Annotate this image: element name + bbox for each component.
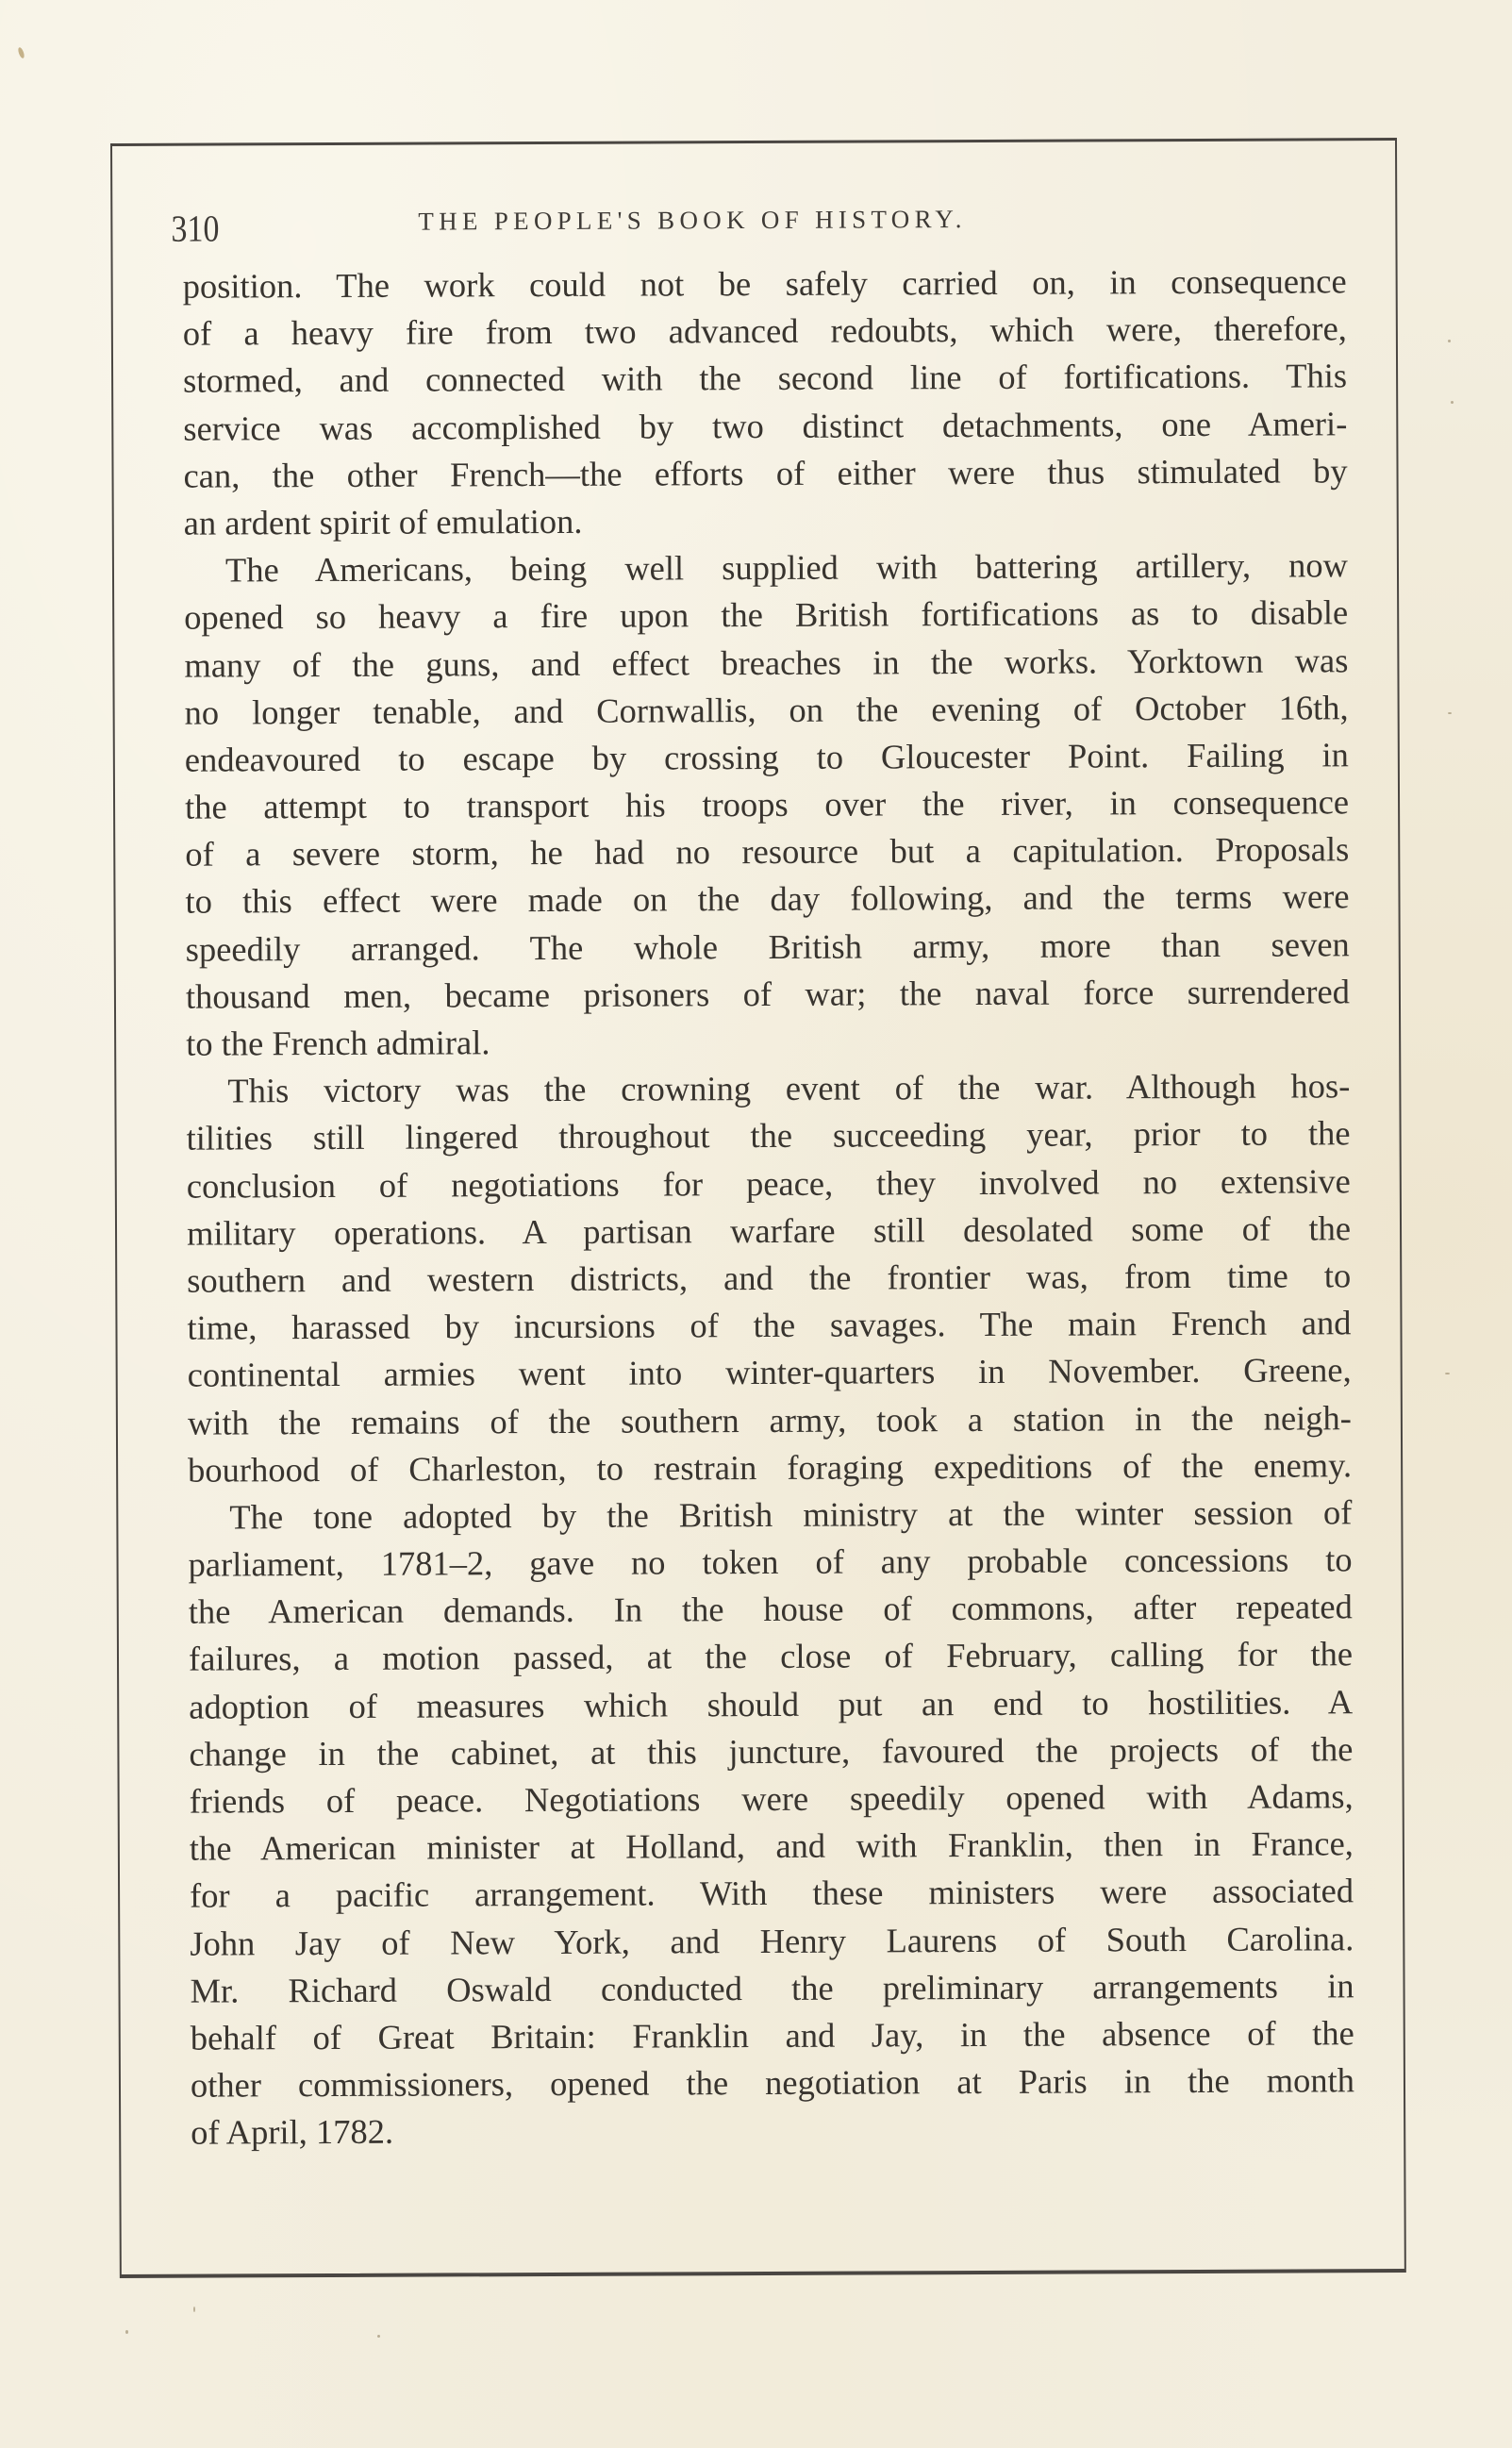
running-head (171, 197, 1340, 249)
text-line: adoption of measures which should put an end to hostilities. A (189, 1681, 1354, 1726)
paragraph (184, 541, 1350, 1067)
text-line: service was accomplished by two distinct detachments, one Ameri- (183, 403, 1348, 448)
text-line: The tone adopted by the British ministry at the winter session of (229, 1492, 1353, 1537)
text-line: for a pacific arrangement. With these ministers were associated (190, 1871, 1354, 1916)
text-line: behalf of Great Britain: Franklin and Jay, in the absence of the (190, 2013, 1354, 2057)
page-border-frame (110, 139, 1406, 2278)
text-line: with the remains of the southern army, took a station in the neigh- (187, 1397, 1352, 1442)
frame-top-rule (110, 138, 1397, 145)
text-line: the attempt to transport his troops over the river, in consequence (184, 782, 1350, 826)
text-line: to the French admiral. (186, 1023, 490, 1063)
text-line: to this effect were made on the day following, and the terms were (185, 876, 1350, 922)
text-line: the American minister at Holland, and with Franklin, then in France, (189, 1824, 1354, 1868)
text-line: of a heavy fire from two advanced redoubts, which were, therefore, (182, 308, 1347, 353)
text-line: military operations. A partisan warfare still desolated some of the (186, 1208, 1352, 1253)
text-line: time, harassed by incursions of the savages. The main French and (187, 1303, 1352, 1347)
text-line: the American demands. In the house of commons, after repeated (188, 1587, 1353, 1631)
text-line: parliament, 1781–2, gave no token of any probable concessions to (188, 1540, 1353, 1584)
text-line: many of the guns, and effect breaches in the works. Yorktown was (184, 640, 1349, 685)
paper-speck (193, 2306, 195, 2312)
text-line: an ardent spirit of emulation. (183, 501, 583, 542)
text-line: no longer tenable, and Cornwallis, on the evening of October 16th, (184, 687, 1349, 732)
paragraph (186, 1062, 1352, 1493)
running-head-title: THE PEOPLE'S BOOK OF HISTORY. (418, 205, 967, 236)
text-line: of April, 1782. (191, 2112, 394, 2152)
page-number: 310 (171, 207, 220, 250)
text-line: This victory was the crowning event of the war. Although hos- (227, 1066, 1351, 1110)
paper-speck (17, 47, 25, 59)
text-line: can, the other French—the efforts of either were thus stimulated by (183, 451, 1348, 495)
paper-speck (1451, 401, 1454, 404)
text-line: change in the cabinet, at this juncture, favoured the projects of the (189, 1729, 1354, 1774)
text-line: Mr. Richard Oswald conducted the preliminary arrangements in (190, 1966, 1354, 2010)
paper-speck (1445, 1373, 1450, 1374)
paper-speck (125, 2330, 128, 2334)
text-line: other commissioners, opened the negotiation at Paris in the month (190, 2060, 1355, 2105)
text-line: friends of peace. Negotiations were speedily opened with Adams, (189, 1776, 1354, 1821)
text-line: position. The work could not be safely carried on, in consequence (182, 261, 1347, 306)
text-line: of a severe storm, he had no resource but a capitulation. Proposals (185, 829, 1350, 874)
text-line: stormed, and connected with the second line of fortifications. This (183, 356, 1348, 401)
text-line: The Americans, being well supplied with battering artillery, now (224, 545, 1349, 590)
body-text (183, 258, 1355, 2157)
text-line: tilities still lingered throughout the succeeding year, prior to the (186, 1113, 1351, 1158)
text-line: southern and western districts, and the frontier was, from time to (187, 1256, 1352, 1300)
text-line: thousand men, became prisoners of war; the naval force surrendered (185, 972, 1351, 1016)
text-line: endeavoured to escape by crossing to Gloucester Point. Failing in (184, 735, 1349, 779)
text-line: continental armies went into winter-quarters in November. Greene, (187, 1350, 1352, 1394)
text-line: failures, a motion passed, at the close of February, calling for the (188, 1634, 1354, 1679)
paragraph (183, 258, 1348, 547)
paragraph (188, 1489, 1354, 2157)
paper-speck (1448, 712, 1452, 714)
text-line: opened so heavy a fire upon the British fortifications as to disable (184, 592, 1349, 637)
paper-speck (1448, 340, 1451, 342)
text-line: John Jay of New York, and Henry Laurens of South Carolina. (190, 1918, 1354, 1963)
text-line: conclusion of negotiations for peace, they involved no extensive (186, 1160, 1351, 1206)
paper-speck (377, 2335, 380, 2338)
text-line: bourhood of Charleston, to restrain foraging expeditions of the enemy. (188, 1444, 1353, 1490)
text-line: speedily arranged. The whole British army, more than seven (185, 924, 1350, 969)
